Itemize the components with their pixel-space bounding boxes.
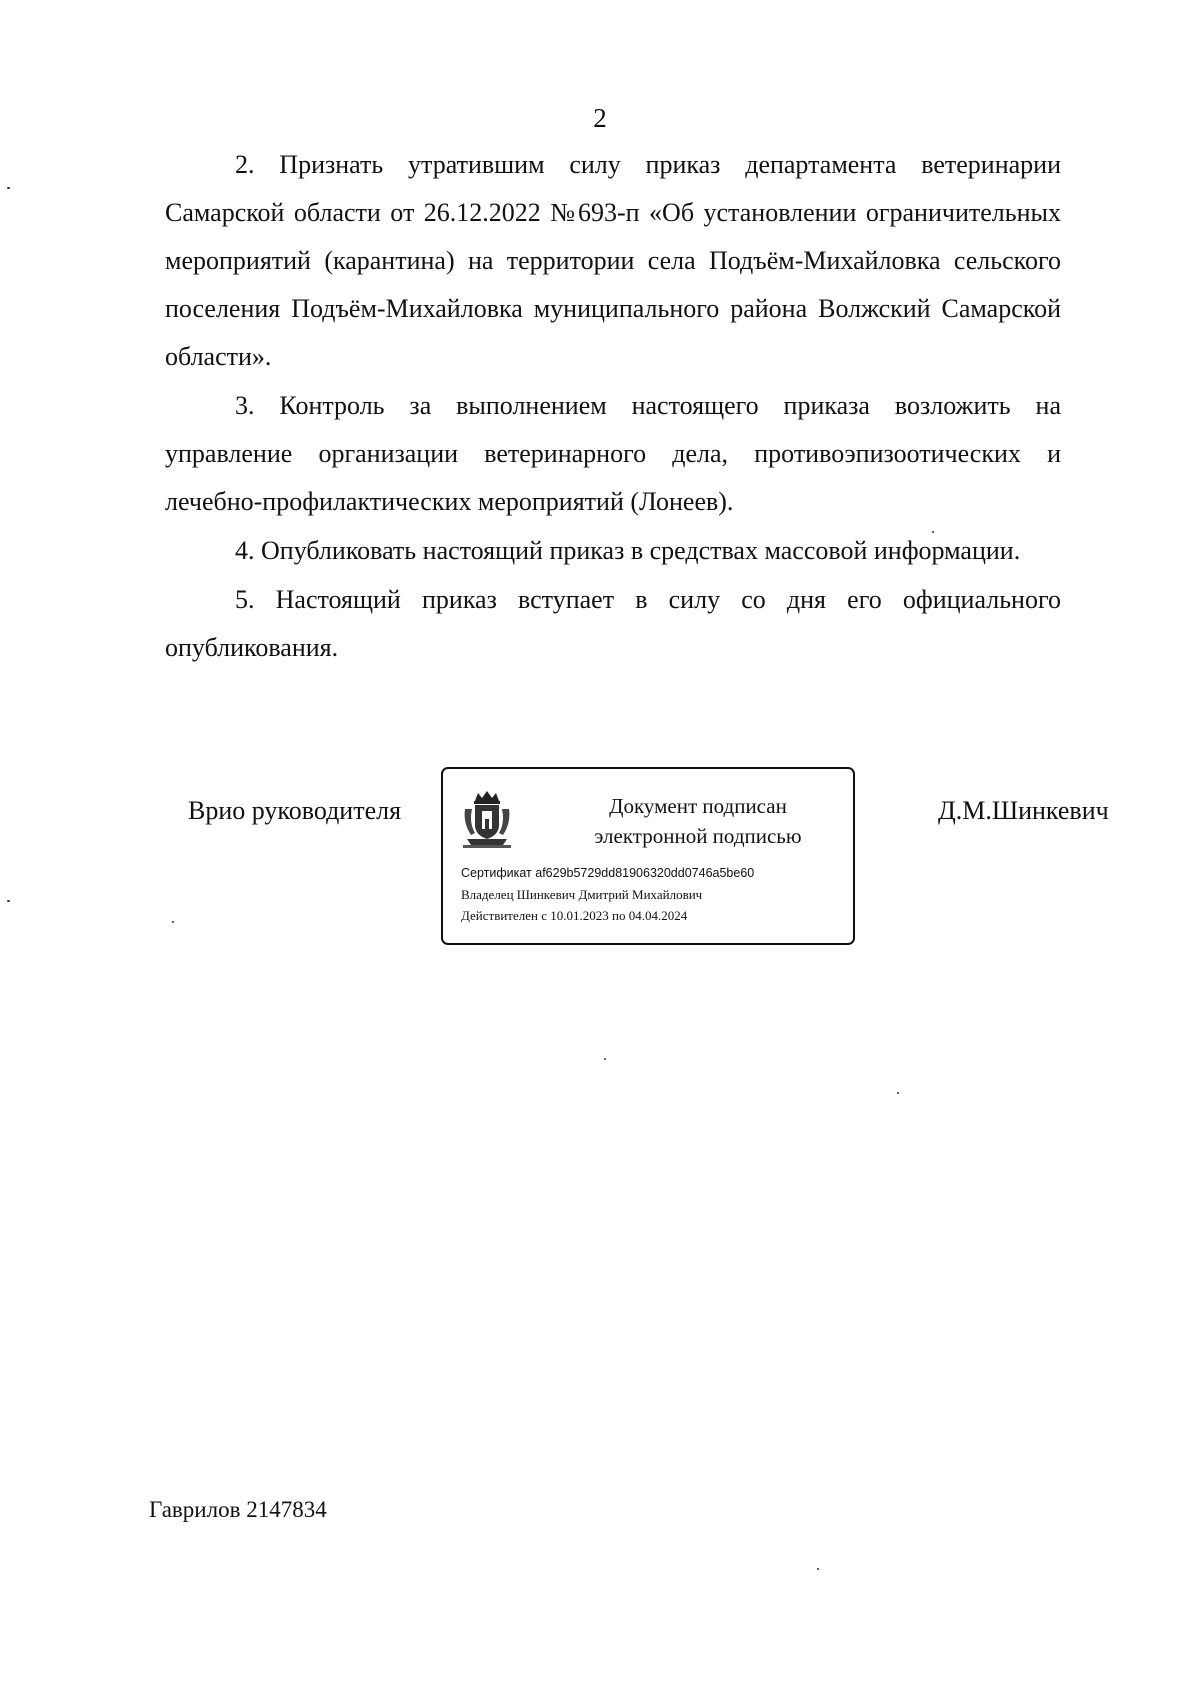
electronic-signature-stamp xyxy=(441,767,855,945)
executor-line: Гаврилов 2147834 xyxy=(149,1497,327,1522)
scan-speck xyxy=(7,187,10,189)
paragraph-5: 5. Настоящий приказ вступает в силу со дня его официального опубликования. xyxy=(165,585,1061,662)
scan-speck xyxy=(817,1568,819,1570)
scan-speck xyxy=(172,921,174,923)
signer-position: Врио руководителя xyxy=(188,796,402,825)
page-number: 2 xyxy=(593,103,607,133)
order-body xyxy=(165,141,1061,672)
paragraph-2: 2. Признать утратившим силу приказ департамента ветеринарии Самарской области от 26.12.2022 №693-п «Об установлении ограничительных мероприятий (карантина) на территории села Подъём-Михайловка сельского поселения Подъём-Михайловка муниципального района Волжский Самарской области». xyxy=(165,150,1061,371)
stamp-heading-line2: электронной подписью xyxy=(594,824,802,848)
samara-coat-of-arms-icon xyxy=(461,789,513,849)
stamp-heading xyxy=(553,791,843,851)
scan-speck xyxy=(7,900,10,902)
certificate-number: Сертификат af629b5729dd81906320dd0746a5be60 xyxy=(461,866,755,880)
paragraph-3: 3. Контроль за выполнением настоящего приказа возложить на управление организации ветеринарного дела, противоэпизоотических и лечебно-профилактических мероприятий (Лонеев). xyxy=(165,391,1061,516)
certificate-validity: Действителен с 10.01.2023 по 04.04.2024 xyxy=(461,908,688,923)
paragraph-4: 4. Опубликовать настоящий приказ в средствах массовой информации. xyxy=(235,536,1021,565)
signer-name: Д.М.Шинкевич xyxy=(938,796,1109,825)
stamp-heading-line1: Документ подписан xyxy=(609,794,787,818)
stamp-details xyxy=(461,863,754,926)
scan-speck xyxy=(897,1092,899,1094)
scan-speck xyxy=(604,1058,606,1060)
scan-speck xyxy=(932,531,934,533)
certificate-owner: Владелец Шинкевич Дмитрий Михайлович xyxy=(461,887,703,902)
